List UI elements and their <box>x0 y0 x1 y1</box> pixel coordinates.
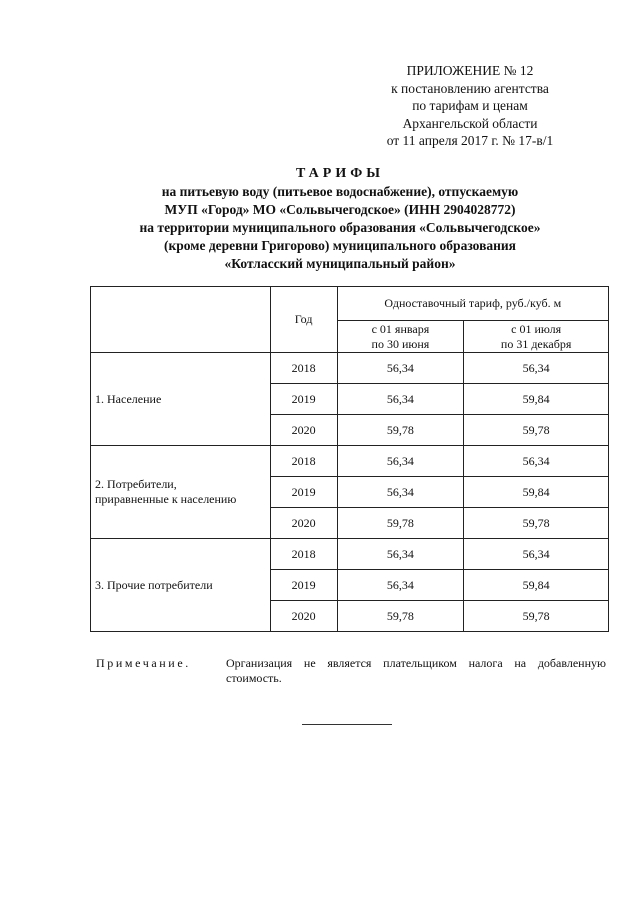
appendix-date: от 11 апреля 2017 г. № 17-в/1 <box>386 133 554 148</box>
category-label: 2. Потребители, <box>95 477 177 491</box>
title-line: МУП «Город» МО «Сольвычегодское» (ИНН 2904028772) <box>164 202 516 217</box>
period-header-line: по 30 июня <box>371 336 430 351</box>
table-row <box>91 446 609 477</box>
tariff-value-h2: 59,84 <box>464 477 609 508</box>
category-label: приравненные к населению <box>95 492 237 506</box>
category-cell <box>91 539 271 632</box>
category-cell <box>91 446 271 539</box>
title-line: на питьевую воду (питьевое водоснабжение), отпускаемую <box>161 184 519 199</box>
year-cell: 2020 <box>270 415 337 446</box>
year-cell: 2020 <box>270 601 337 632</box>
appendix-ref-line: по тарифам и ценам <box>412 98 528 113</box>
table-header-row <box>91 287 609 321</box>
year-cell: 2020 <box>270 508 337 539</box>
tariff-value-h1: 56,34 <box>337 384 464 415</box>
tariff-value-h1: 56,34 <box>337 477 464 508</box>
tariff-value-h2: 56,34 <box>464 539 609 570</box>
note-text: Организация не является плательщиком налога на добавленную стоимость. <box>226 656 606 685</box>
category-cell <box>91 353 271 446</box>
note-label: Примечание. <box>96 656 191 670</box>
tariff-table <box>90 286 609 632</box>
year-cell: 2018 <box>270 353 337 384</box>
header-blank-cell <box>91 287 271 353</box>
tariff-value-h1: 56,34 <box>337 353 464 384</box>
tariff-value-h1: 59,78 <box>337 601 464 632</box>
closing-line <box>302 724 392 725</box>
tariff-value-h1: 59,78 <box>337 415 464 446</box>
year-cell: 2019 <box>270 477 337 508</box>
table-row <box>91 353 609 384</box>
tariff-value-h2: 59,78 <box>464 508 609 539</box>
period-header-line: с 01 января <box>371 321 430 336</box>
period-header-second-half <box>464 321 609 353</box>
tariff-value-h1: 56,34 <box>337 570 464 601</box>
appendix-block <box>360 62 580 150</box>
tariff-header: Одноставочный тариф, руб./куб. м <box>337 287 608 321</box>
period-header-line: с 01 июля <box>511 321 562 336</box>
year-cell: 2019 <box>270 384 337 415</box>
category-label: 1. Население <box>95 391 162 406</box>
tariff-value-h2: 59,84 <box>464 384 609 415</box>
category-label: 3. Прочие потребители <box>95 577 213 592</box>
year-cell: 2019 <box>270 570 337 601</box>
period-header-line: по 31 декабря <box>500 336 572 351</box>
tariff-value-h2: 56,34 <box>464 353 609 384</box>
year-cell: 2018 <box>270 446 337 477</box>
title-line: «Котласский муниципальный район» <box>224 256 456 271</box>
table-row <box>91 539 609 570</box>
appendix-ref-line: к постановлению агентства <box>391 80 549 96</box>
title-line: (кроме деревни Григорово) муниципального образования <box>164 238 516 253</box>
appendix-number: ПРИЛОЖЕНИЕ № 12 <box>406 63 534 78</box>
appendix-ref-line: Архангельской области <box>402 115 538 131</box>
title-main: ТАРИФЫ <box>296 166 384 181</box>
tariff-value-h2: 59,78 <box>464 415 609 446</box>
tariff-value-h2: 59,84 <box>464 570 609 601</box>
year-header: Год <box>270 287 337 353</box>
document-title <box>60 165 620 273</box>
title-line: на территории муниципального образования «Сольвычегодское» <box>139 220 541 235</box>
tariff-value-h1: 56,34 <box>337 446 464 477</box>
tariff-value-h2: 56,34 <box>464 446 609 477</box>
period-header-first-half <box>337 321 464 353</box>
tariff-value-h2: 59,78 <box>464 601 609 632</box>
tariff-value-h1: 59,78 <box>337 508 464 539</box>
tariff-value-h1: 56,34 <box>337 539 464 570</box>
year-cell: 2018 <box>270 539 337 570</box>
